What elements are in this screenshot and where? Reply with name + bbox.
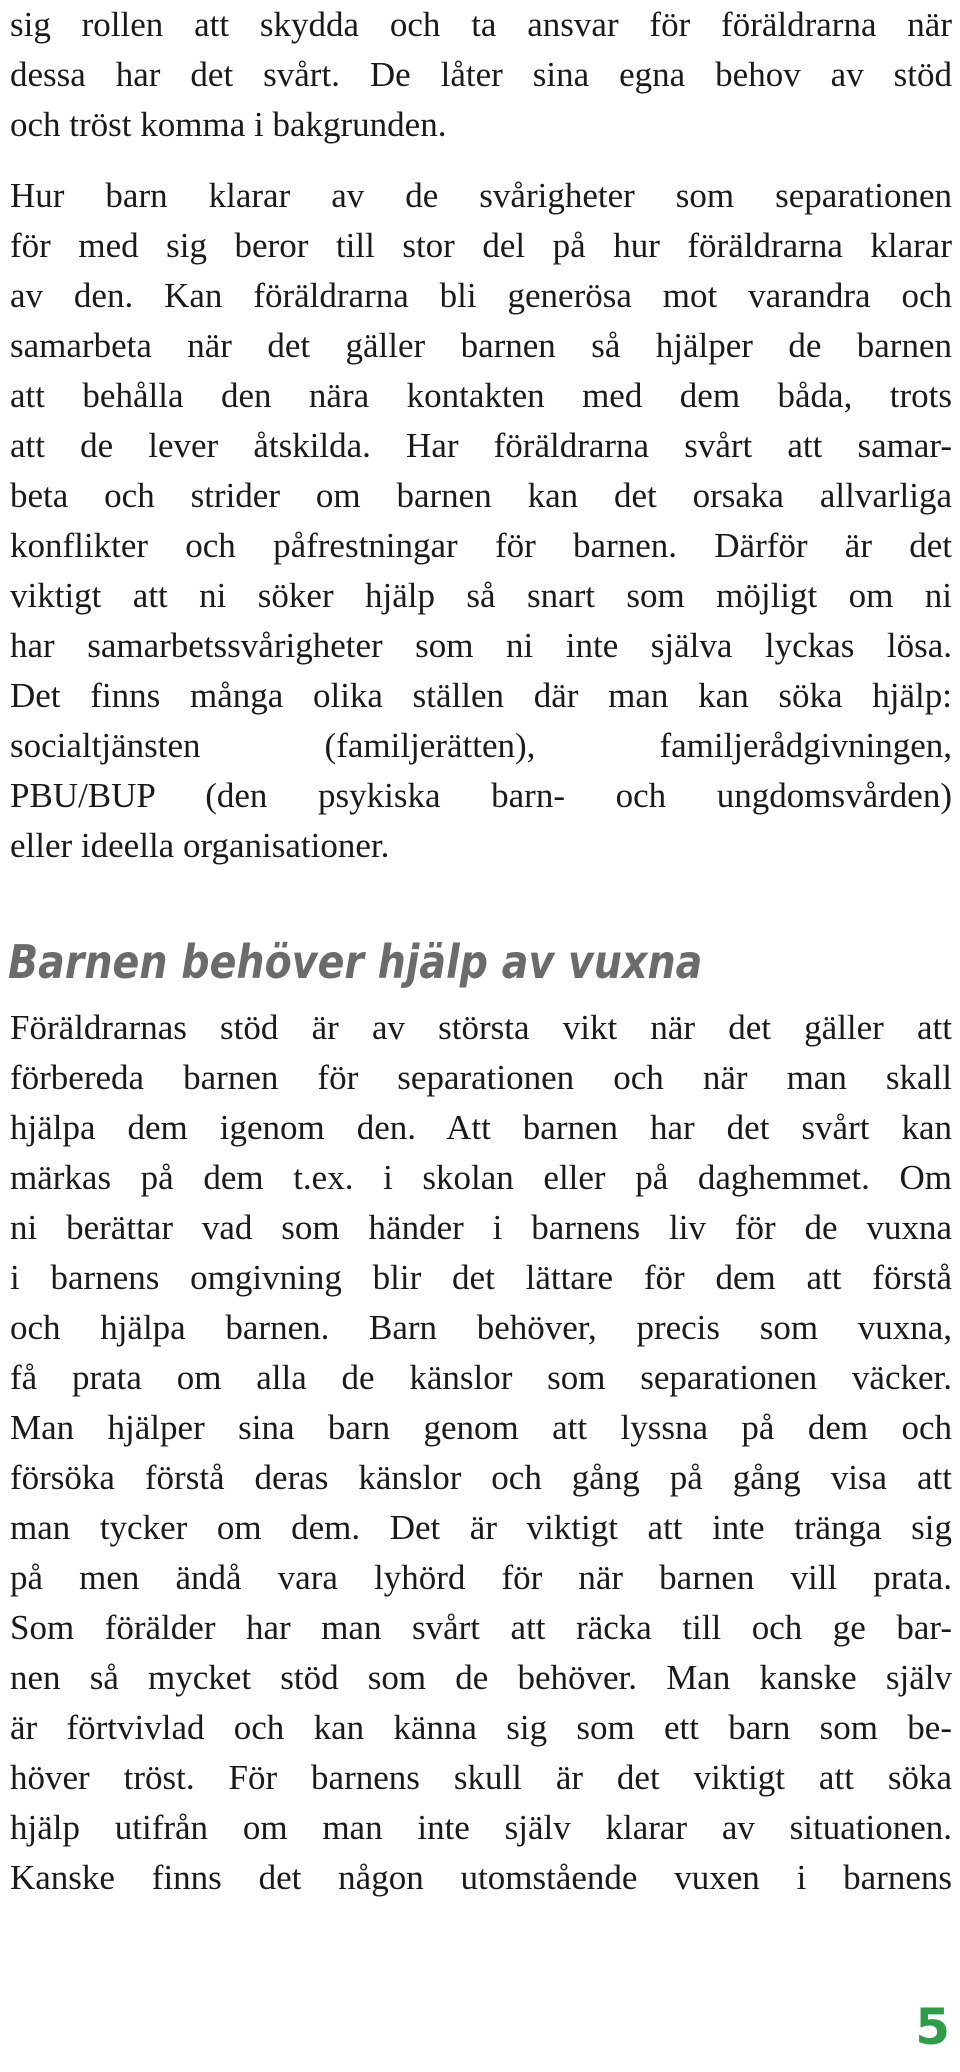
text-line: på men ändå vara lyhörd för när barnen vill prata. (10, 1558, 952, 1597)
text-line: socialtjänsten (familjerätten), familjerådgivningen, (10, 726, 952, 765)
text-line: få prata om alla de känslor som separationen väcker. (10, 1358, 952, 1397)
text-line: viktigt att ni söker hjälp så snart som möjligt om ni (10, 576, 952, 615)
text-line: höver tröst. För barnens skull är det viktigt att söka (10, 1758, 952, 1797)
text-line: att de lever åtskilda. Har föräldrarna svårt att samar- (10, 426, 952, 465)
text-line: i barnens omgivning blir det lättare för dem att förstå (10, 1258, 952, 1297)
text-line: Som förälder har man svårt att räcka till och ge bar- (10, 1608, 952, 1647)
text-line: har samarbetssvårigheter som ni inte själva lyckas lösa. (10, 626, 952, 665)
text-line: Kanske finns det någon utomstående vuxen i barnens (10, 1858, 952, 1897)
paragraph-2 (10, 171, 952, 871)
paragraph-1 (10, 0, 952, 150)
text-line: förbereda barnen för separationen och när man skall (10, 1058, 952, 1097)
text-line: hjälpa dem igenom den. Att barnen har det svårt kan (10, 1108, 952, 1147)
text-line: dessa har det svårt. De låter sina egna behov av stöd (10, 55, 952, 94)
text-line: beta och strider om barnen kan det orsaka allvarliga (10, 476, 952, 515)
text-line: Föräldrarnas stöd är av största vikt när det gäller att (10, 1008, 952, 1047)
page-number: 5 (915, 1998, 950, 2056)
text-line: ni berättar vad som händer i barnens liv för de vuxna (10, 1208, 952, 1247)
section-heading: Barnen behöver hjälp av vuxna (8, 935, 703, 989)
text-line: att behålla den nära kontakten med dem båda, trots (10, 376, 952, 415)
text-line: eller ideella organisationer. (10, 826, 390, 865)
text-line: konflikter och påfrestningar för barnen. Därför är det (10, 526, 952, 565)
paragraph-3 (10, 1003, 952, 1903)
text-line: är förtvivlad och kan känna sig som ett barn som be- (10, 1708, 952, 1747)
text-line: nen så mycket stöd som de behöver. Man kanske själv (10, 1658, 952, 1697)
text-line: samarbeta när det gäller barnen så hjälper de barnen (10, 326, 952, 365)
text-line: och hjälpa barnen. Barn behöver, precis som vuxna, (10, 1308, 952, 1347)
text-line: Hur barn klarar av de svårigheter som separationen (10, 176, 952, 215)
text-line: hjälp utifrån om man inte själv klarar av situationen. (10, 1808, 952, 1847)
text-line: för med sig beror till stor del på hur föräldrarna klarar (10, 226, 952, 265)
text-line: Det finns många olika ställen där man kan söka hjälp: (10, 676, 952, 715)
text-line: man tycker om dem. Det är viktigt att inte tränga sig (10, 1508, 952, 1547)
text-line: märkas på dem t.ex. i skolan eller på daghemmet. Om (10, 1158, 952, 1197)
text-line: PBU/BUP (den psykiska barn- och ungdomsvården) (10, 776, 952, 815)
text-line: av den. Kan föräldrarna bli generösa mot varandra och (10, 276, 952, 315)
text-line: sig rollen att skydda och ta ansvar för föräldrarna när (10, 5, 952, 44)
text-line: och tröst komma i bakgrunden. (10, 105, 447, 144)
text-line: försöka förstå deras känslor och gång på gång visa att (10, 1458, 952, 1497)
text-line: Man hjälper sina barn genom att lyssna på dem och (10, 1408, 952, 1447)
